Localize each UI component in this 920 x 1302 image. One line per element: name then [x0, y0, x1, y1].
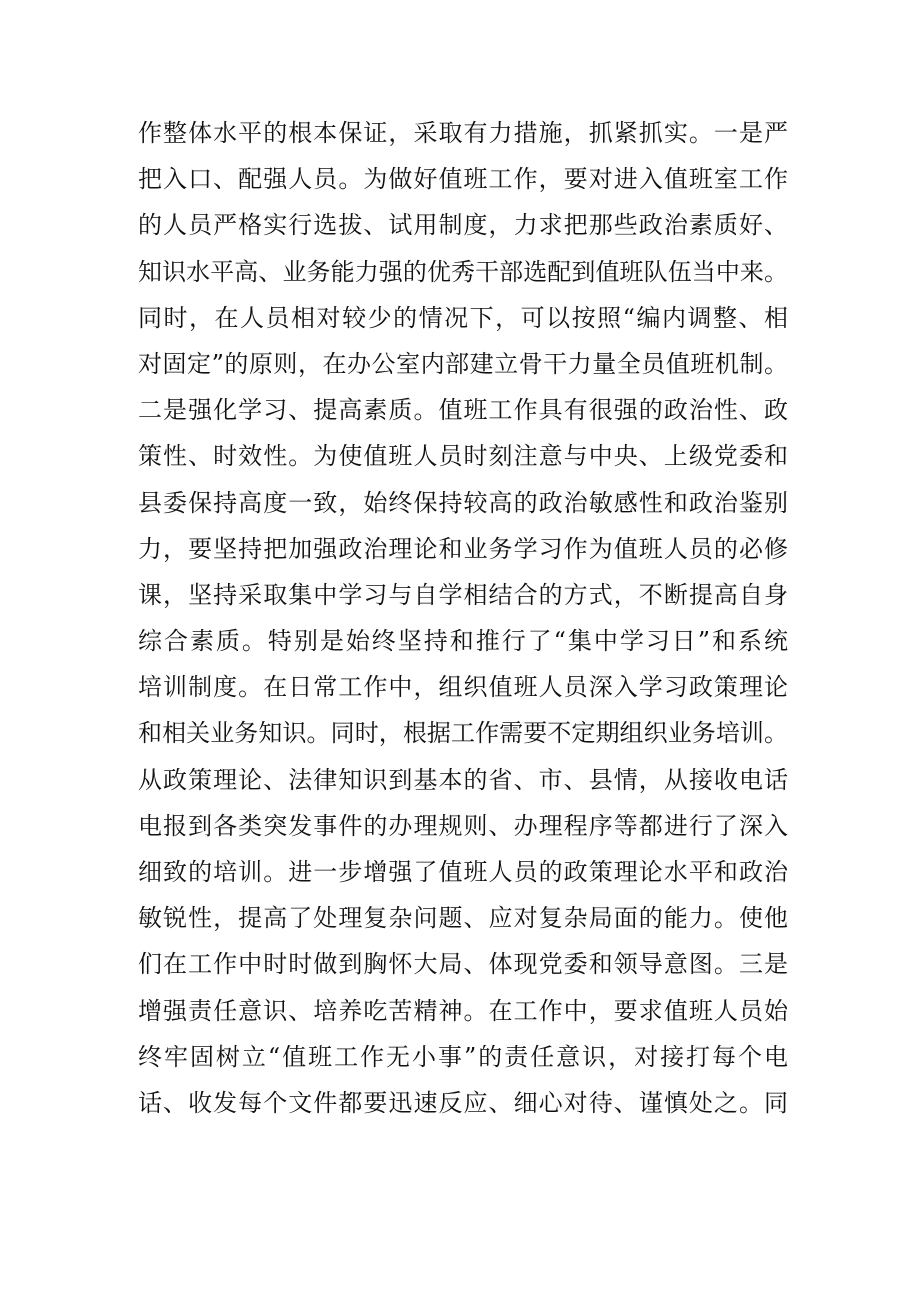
- text-line: 策性、时效性。为使值班人员时刻注意与中央、上级党委和: [138, 442, 788, 471]
- text-line: 县委保持高度一致，始终保持较高的政治敏感性和政治鉴别: [138, 488, 788, 517]
- text-line: 同时，在人员相对较少的情况下，可以按照“编内调整、相: [138, 303, 788, 332]
- text-line: 和相关业务知识。同时，根据工作需要不定期组织业务培训。: [138, 719, 788, 748]
- text-line: 课，坚持采取集中学习与自学相结合的方式，不断提高自身: [138, 580, 788, 609]
- text-line: 的人员严格实行选拔、试用制度，力求把那些政治素质好、: [138, 211, 788, 240]
- text-line: 力，要坚持把加强政治理论和业务学习作为值班人员的必修: [138, 534, 788, 563]
- text-line: 培训制度。在日常工作中，组织值班人员深入学习政策理论: [138, 673, 788, 702]
- text-line: 话、收发每个文件都要迅速反应、细心对待、谨慎处之。同: [138, 1088, 788, 1117]
- text-line: 增强责任意识、培养吃苦精神。在工作中，要求值班人员始: [138, 996, 788, 1025]
- text-line: 综合素质。特别是始终坚持和推行了“集中学习日”和系统: [138, 627, 788, 656]
- body-text: [138, 110, 788, 1126]
- text-line: 电报到各类突发事件的办理规则、办理程序等都进行了深入: [138, 811, 788, 840]
- text-line: 二是强化学习、提高素质。值班工作具有很强的政治性、政: [138, 396, 788, 425]
- text-line: 从政策理论、法律知识到基本的省、市、县情，从接收电话: [138, 765, 788, 794]
- text-line: 把入口、配强人员。为做好值班工作，要对进入值班室工作: [138, 165, 788, 194]
- text-line: 细致的培训。进一步增强了值班人员的政策理论水平和政治: [138, 858, 788, 886]
- text-line: 对固定”的原则，在办公室内部建立骨干力量全员值班机制。: [138, 349, 788, 378]
- text-line: 敏锐性，提高了处理复杂问题、应对复杂局面的能力。使他: [138, 904, 788, 933]
- text-line: 知识水平高、业务能力强的优秀干部选配到值班队伍当中来。: [138, 257, 788, 286]
- text-line: 们在工作中时时做到胸怀大局、体现党委和领导意图。三是: [138, 950, 788, 979]
- text-line: 作整体水平的根本保证，采取有力措施，抓紧抓实。一是严: [138, 119, 788, 147]
- text-line: 终牢固树立“值班工作无小事”的责任意识，对接打每个电: [138, 1042, 788, 1071]
